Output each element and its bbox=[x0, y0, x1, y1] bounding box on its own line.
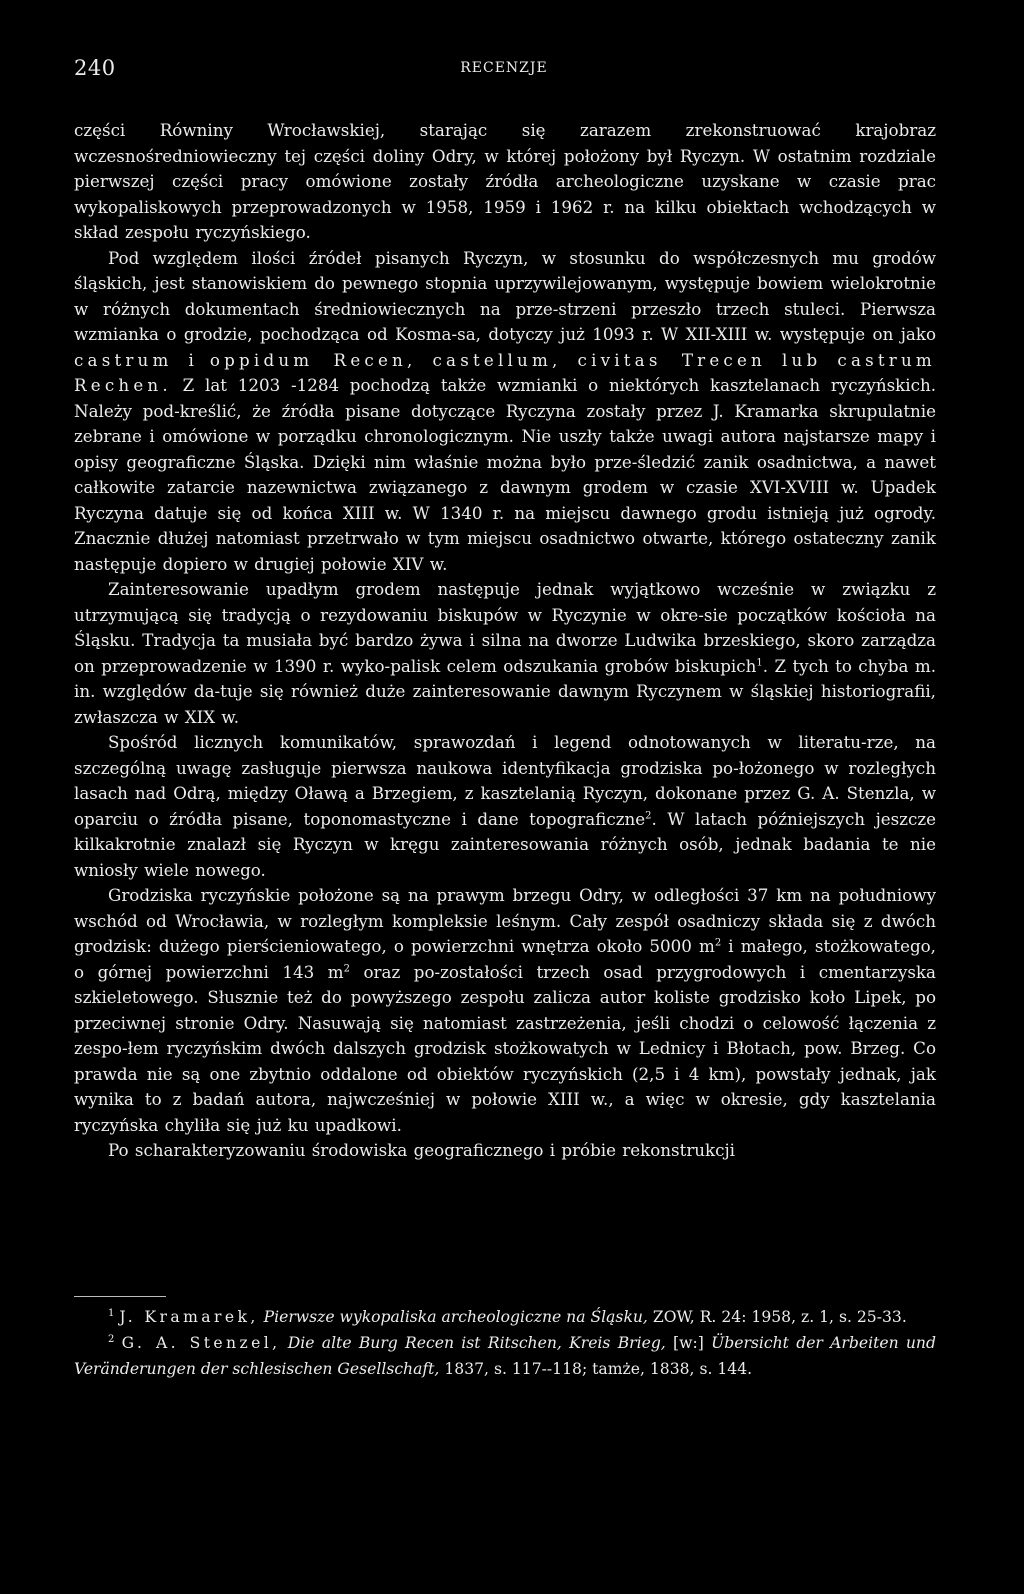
paragraph-3-text-b: . Z tych to chyba m. in. względów da-tuje się również duże zainteresowanie dawnym Ryczynem w śląskiej historiografii, zwłaszcza w XIX w. bbox=[74, 655, 936, 727]
footnote-1-number: 1 bbox=[108, 1307, 115, 1319]
paragraph-5-text-c: oraz po-zostałości trzech osad przygrodowych i cmentarzyska szkieletowego. Słusznie też do powyższego zespołu zalicza autor koliste grodzisko koło Lipek, po przeciwnej stronie Odry. Nasuwają się natomiast zastrzeżenia, jeśli chodzi o celowość łączenia z zespo-łem ryczyńskim dwóch dalszych grodzisk stożkowatych w Lednicy i Błotach, pow. Brzeg. Co prawda nie są one zbytnio oddalone od obiektów ryczyńskich (2,5 i 4 km), powstały jednak, jak wynika to z badań autora, najwcześniej w połowie XIII w., a więc w okresie, gdy kasztelania ryczyńska chyliła się już ku upadkowi. bbox=[74, 961, 937, 1135]
paragraph-2-text-b: Z lat 1203 -1284 pochodzą także wzmianki o niektórych kasztelanach ryczyńskich. Należy pod-kreślić, że źródła pisane dotyczące Ryczyna zostały przez J. Kramarka skrupulatnie zebrane i omówione w porządku chronologicznym. Nie uszły także uwagi autora najstarsze mapy i opisy geograficzne Śląska. Dzięki nim właśnie można było prze-śledzić zanik osadnictwa, a nawet całkowite zatarcie nazewnictwa związanego z dawnym grodem w czasie XVI-XVIII w. Upadek Ryczyna datuje się od końca XIII w. W 1340 r. na miejscu dawnego grodu istnieją już ogrody. Znacznie dłużej natomiast przetrwało w tym miejscu osadnictwo otwarte, którego ostateczny zanik następuje dopiero w drugiej połowie XIV w. bbox=[74, 375, 937, 574]
spaced-term-castellum: castellum, bbox=[432, 349, 562, 370]
body-text bbox=[74, 118, 936, 1164]
footnote-ref-2: 2 bbox=[645, 809, 652, 821]
spaced-term-castrum-rechen: castrum Rechen. bbox=[74, 349, 936, 395]
paragraph-2-text-a: Pod względem ilości źródeł pisanych Ryczyn, w stosunku do współczesnych mu grodów śląskich, jest stanowiskiem do pewnego stopnia uprzywilejowanym, występuje bowiem wielokrotnie w różnych dokumentach średniowiecznych na prze-strzeni przeszło trzech stuleci. Pierwsza wzmianka o grodzie, pochodząca od Kosma-sa, dotyczy już 1093 r. W XII-XIII w. występuje on jako bbox=[74, 247, 936, 344]
footnote-2 bbox=[74, 1330, 936, 1382]
page-header bbox=[74, 56, 934, 86]
footnote-1-title: Pierwsze wykopaliska archeologiczne na Śląsku, bbox=[263, 1308, 648, 1326]
paragraph-5-text-b: i małego, stożkowatego, o górnej powierzchni 143 m bbox=[74, 936, 936, 982]
paragraph-5-text-a: Grodziska ryczyńskie położone są na prawym brzegu Odry, w odległości 37 km na południowy wschód od Wrocławia, w rozległym kompleksie leśnym. Cały zespół osadniczy składa się z dwóch grodzisk: dużego pierścieniowatego, o powierzchni wnętrza około 5000 m bbox=[74, 885, 936, 956]
spaced-term-castrum: castrum bbox=[74, 349, 173, 370]
spaced-term-oppidum-recen: oppidum Recen, bbox=[209, 349, 417, 370]
paragraph-4 bbox=[74, 730, 936, 883]
footnote-2-rest: 1837, s. 117--118; tamże, 1838, s. 144. bbox=[444, 1360, 753, 1378]
footnote-1-rest: ZOW, R. 24: 1958, z. 1, s. 25-33. bbox=[652, 1308, 907, 1326]
spaced-term-civitas-trecen: civitas Trecen bbox=[577, 349, 766, 370]
conjunction-i: i bbox=[188, 349, 194, 370]
superscript-square-2: 2 bbox=[343, 962, 350, 974]
paragraph-5 bbox=[74, 883, 936, 1138]
running-head: RECENZJE bbox=[460, 60, 548, 76]
footnote-2-mid: [w:] bbox=[673, 1334, 704, 1352]
paragraph-1: części Równiny Wrocławskiej, starając się zarazem zrekonstruować krajobraz wczesnośredniowieczny tej części doliny Odry, w której położony był Ryczyn. W ostatnim rozdziale pierwszej części pracy omówione zostały źródła archeologiczne uzyskane w czasie prac wykopaliskowych przeprowadzonych w 1958, 1959 i 1962 r. na kilku obiektach wchodzących w skład zespołu ryczyńskiego. bbox=[74, 120, 936, 242]
footnote-2-title2: Übersicht der Arbeiten und Veränderungen der schlesischen Gesellschaft, bbox=[74, 1334, 936, 1378]
paragraph-2 bbox=[74, 246, 936, 578]
footnotes bbox=[74, 1304, 936, 1382]
footnote-rule bbox=[74, 1296, 166, 1297]
paragraph-4-text-b: . W latach późniejszych jeszcze kilkakrotnie znalazł się Ryczyn w kręgu zainteresowania różnych osób, jednak badania te nie wniosły wiele nowego. bbox=[74, 808, 936, 880]
footnote-1 bbox=[74, 1304, 936, 1330]
paragraph-6: Po scharakteryzowaniu środowiska geograficznego i próbie rekonstrukcji bbox=[108, 1140, 736, 1160]
paragraph-4-text-a: Spośród licznych komunikatów, sprawozdań i legend odnotowanych w literatu-rze, na szczególną uwagę zasługuje pierwsza naukowa identyfikacja grodziska po-łożonego w rozległych lasach nad Odrą, między Oławą a Brzegiem, z kasztelanią Ryczyn, dokonane przez G. A. Stenzla, w oparciu o źródła pisane, toponomastyczne i dane topograficzne bbox=[74, 732, 936, 829]
spaced-term-lub: lub bbox=[782, 349, 822, 370]
page-number: 240 bbox=[74, 56, 116, 80]
footnote-1-author: J. Kramarek, bbox=[119, 1308, 259, 1326]
footnote-2-title: Die alte Burg Recen ist Ritschen, Kreis Brieg, bbox=[287, 1334, 666, 1352]
paragraph-3 bbox=[74, 577, 936, 730]
footnote-ref-1: 1 bbox=[756, 656, 763, 668]
superscript-square-1: 2 bbox=[714, 937, 722, 949]
footnote-2-number: 2 bbox=[108, 1333, 115, 1345]
footnote-2-author: G. A. Stenzel, bbox=[121, 1334, 281, 1352]
paragraph-3-text-a: Zainteresowanie upadłym grodem następuje jednak wyjątkowo wcześnie w związku z utrzymującą się tradycją o rezydowaniu biskupów w Ryczynie w okre-sie początków kościoła na Śląsku. Tradycja ta musiała być bardzo żywa i silna na dworze Ludwika brzeskiego, skoro zarządza on przeprowadzenie w 1390 r. wyko-palisk celem odszukania grobów biskupich bbox=[74, 579, 936, 676]
